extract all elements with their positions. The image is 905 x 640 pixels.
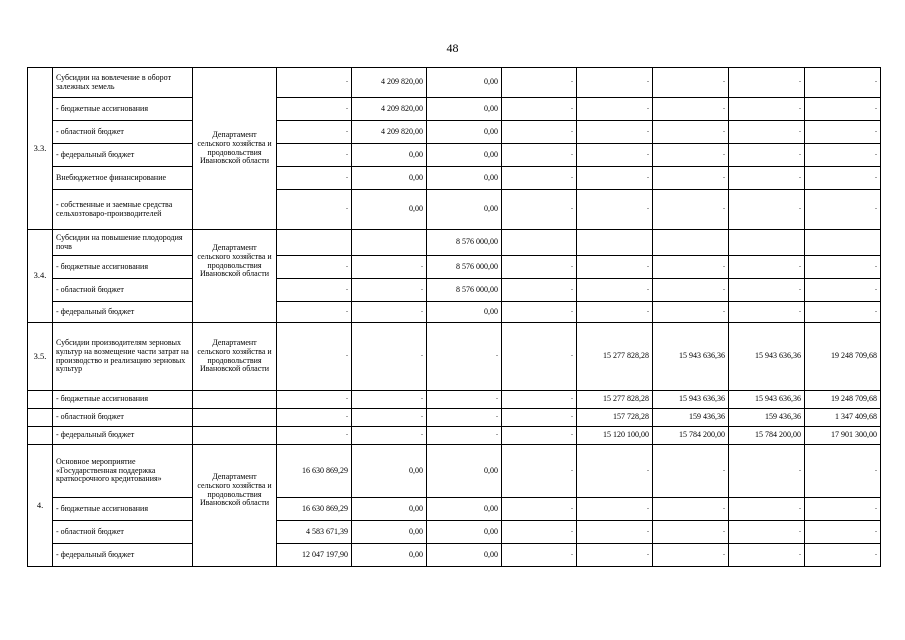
- value-cell: -: [805, 544, 881, 567]
- value-cell: -: [729, 521, 805, 544]
- value-cell: 0,00: [352, 190, 427, 230]
- value-cell: [277, 230, 352, 256]
- value-cell: -: [277, 427, 352, 445]
- value-cell: -: [729, 98, 805, 121]
- value-cell: -: [277, 256, 352, 279]
- department-cell: Департамент сельского хозяйства и продовольствия Ивановской области: [193, 323, 277, 391]
- row-description: - бюджетные ассигнования: [53, 498, 193, 521]
- row-description: - федеральный бюджет: [53, 302, 193, 323]
- value-cell: 0,00: [352, 445, 427, 498]
- value-cell: -: [729, 256, 805, 279]
- value-cell: 15 784 200,00: [653, 427, 729, 445]
- row-description: Основное мероприятие «Государственная поддержка краткосрочного кредитования»: [53, 445, 193, 498]
- table-row: [28, 144, 881, 167]
- value-cell: 0,00: [427, 302, 502, 323]
- value-cell: [729, 230, 805, 256]
- department-cell: Департамент сельского хозяйства и продовольствия Ивановской области: [193, 445, 277, 567]
- row-description: - федеральный бюджет: [53, 427, 193, 445]
- value-cell: -: [352, 302, 427, 323]
- value-cell: -: [577, 302, 653, 323]
- value-cell: -: [502, 279, 577, 302]
- value-cell: 4 583 671,39: [277, 521, 352, 544]
- value-cell: -: [577, 190, 653, 230]
- table-row: [28, 302, 881, 323]
- value-cell: -: [502, 544, 577, 567]
- table-row: [28, 323, 881, 391]
- value-cell: 159 436,36: [729, 409, 805, 427]
- value-cell: -: [805, 121, 881, 144]
- row-description: Внебюджетное финансирование: [53, 167, 193, 190]
- value-cell: -: [805, 498, 881, 521]
- value-cell: -: [277, 302, 352, 323]
- item-number: 3.3.: [28, 68, 53, 230]
- item-number: 3.4.: [28, 230, 53, 323]
- value-cell: -: [502, 121, 577, 144]
- table-row: [28, 68, 881, 98]
- value-cell: 15 120 100,00: [577, 427, 653, 445]
- value-cell: -: [277, 98, 352, 121]
- value-cell: 0,00: [427, 121, 502, 144]
- value-cell: -: [729, 144, 805, 167]
- table-row: [28, 256, 881, 279]
- value-cell: -: [805, 445, 881, 498]
- value-cell: 19 248 709,68: [805, 323, 881, 391]
- table-row: [28, 445, 881, 498]
- value-cell: -: [729, 302, 805, 323]
- row-description: - бюджетные ассигнования: [53, 256, 193, 279]
- value-cell: 8 576 000,00: [427, 256, 502, 279]
- value-cell: -: [805, 279, 881, 302]
- value-cell: -: [577, 256, 653, 279]
- value-cell: -: [502, 323, 577, 391]
- table-row: [28, 498, 881, 521]
- value-cell: 0,00: [352, 144, 427, 167]
- value-cell: -: [653, 544, 729, 567]
- row-description: - областной бюджет: [53, 279, 193, 302]
- department-cell: Департамент сельского хозяйства и продовольствия Ивановской области: [193, 230, 277, 323]
- value-cell: -: [427, 323, 502, 391]
- value-cell: -: [577, 144, 653, 167]
- value-cell: -: [427, 391, 502, 409]
- value-cell: -: [277, 121, 352, 144]
- row-description: Субсидии на вовлечение в оборот залежных земель: [53, 68, 193, 98]
- value-cell: -: [277, 409, 352, 427]
- value-cell: -: [653, 167, 729, 190]
- value-cell: -: [653, 121, 729, 144]
- value-cell: -: [577, 279, 653, 302]
- value-cell: 0,00: [427, 544, 502, 567]
- value-cell: 19 248 709,68: [805, 391, 881, 409]
- value-cell: 0,00: [352, 521, 427, 544]
- value-cell: -: [653, 445, 729, 498]
- value-cell: -: [805, 98, 881, 121]
- value-cell: 1 347 409,68: [805, 409, 881, 427]
- value-cell: -: [653, 190, 729, 230]
- row-description: - областной бюджет: [53, 121, 193, 144]
- value-cell: -: [352, 323, 427, 391]
- value-cell: -: [729, 544, 805, 567]
- value-cell: -: [352, 279, 427, 302]
- value-cell: 15 943 636,36: [729, 391, 805, 409]
- value-cell: [352, 230, 427, 256]
- value-cell: -: [805, 68, 881, 98]
- table-row: [28, 230, 881, 256]
- table-row: [28, 409, 881, 427]
- value-cell: -: [653, 144, 729, 167]
- value-cell: -: [352, 256, 427, 279]
- value-cell: 8 576 000,00: [427, 230, 502, 256]
- value-cell: [577, 230, 653, 256]
- value-cell: -: [805, 190, 881, 230]
- value-cell: 15 277 828,28: [577, 391, 653, 409]
- value-cell: -: [653, 98, 729, 121]
- value-cell: [805, 230, 881, 256]
- value-cell: 16 630 869,29: [277, 445, 352, 498]
- value-cell: -: [352, 427, 427, 445]
- value-cell: -: [427, 409, 502, 427]
- value-cell: 0,00: [352, 167, 427, 190]
- value-cell: [653, 230, 729, 256]
- table-row: [28, 427, 881, 445]
- value-cell: -: [502, 409, 577, 427]
- table-row: [28, 521, 881, 544]
- row-description: - собственные и заемные средства сельхозтоваро-производителей: [53, 190, 193, 230]
- table-row: [28, 167, 881, 190]
- value-cell: 0,00: [427, 498, 502, 521]
- value-cell: -: [502, 68, 577, 98]
- value-cell: -: [277, 190, 352, 230]
- row-description: - бюджетные ассигнования: [53, 98, 193, 121]
- value-cell: -: [577, 544, 653, 567]
- row-description: Субсидии на повышение плодородия почв: [53, 230, 193, 256]
- value-cell: -: [502, 521, 577, 544]
- value-cell: -: [277, 391, 352, 409]
- page-number: 48: [446, 41, 459, 55]
- table-row: [28, 279, 881, 302]
- value-cell: -: [502, 167, 577, 190]
- value-cell: -: [577, 121, 653, 144]
- value-cell: -: [502, 190, 577, 230]
- item-number: 4.: [28, 445, 53, 567]
- value-cell: 0,00: [352, 544, 427, 567]
- value-cell: -: [277, 144, 352, 167]
- value-cell: -: [577, 498, 653, 521]
- value-cell: 4 209 820,00: [352, 98, 427, 121]
- value-cell: -: [502, 427, 577, 445]
- table-row: [28, 98, 881, 121]
- value-cell: 15 943 636,36: [653, 323, 729, 391]
- value-cell: -: [502, 302, 577, 323]
- value-cell: -: [805, 521, 881, 544]
- value-cell: -: [805, 144, 881, 167]
- value-cell: -: [729, 190, 805, 230]
- value-cell: 15 277 828,28: [577, 323, 653, 391]
- value-cell: -: [277, 279, 352, 302]
- value-cell: 159 436,36: [653, 409, 729, 427]
- value-cell: -: [729, 279, 805, 302]
- value-cell: -: [577, 445, 653, 498]
- value-cell: 0,00: [352, 498, 427, 521]
- value-cell: -: [729, 121, 805, 144]
- item-number: 3.5.: [28, 323, 53, 391]
- value-cell: -: [729, 445, 805, 498]
- value-cell: -: [502, 498, 577, 521]
- row-description: - федеральный бюджет: [53, 544, 193, 567]
- table-row: [28, 190, 881, 230]
- value-cell: -: [577, 68, 653, 98]
- value-cell: -: [502, 445, 577, 498]
- value-cell: -: [277, 68, 352, 98]
- value-cell: -: [729, 498, 805, 521]
- value-cell: -: [502, 98, 577, 121]
- value-cell: -: [577, 521, 653, 544]
- value-cell: -: [805, 256, 881, 279]
- value-cell: -: [653, 256, 729, 279]
- row-description: - областной бюджет: [53, 409, 193, 427]
- value-cell: -: [502, 391, 577, 409]
- value-cell: 12 047 197,90: [277, 544, 352, 567]
- value-cell: 4 209 820,00: [352, 68, 427, 98]
- value-cell: -: [653, 521, 729, 544]
- row-description: - бюджетные ассигнования: [53, 391, 193, 409]
- value-cell: -: [502, 256, 577, 279]
- table-row: [28, 121, 881, 144]
- value-cell: 17 901 300,00: [805, 427, 881, 445]
- table-row: [28, 544, 881, 567]
- value-cell: -: [653, 302, 729, 323]
- row-description: Субсидии производителям зерновых культур на возмещение части затрат на производство и реализацию зерновых культур: [53, 323, 193, 391]
- value-cell: 15 784 200,00: [729, 427, 805, 445]
- table-row: [28, 391, 881, 409]
- row-description: - областной бюджет: [53, 521, 193, 544]
- budget-table: [27, 67, 881, 567]
- value-cell: -: [577, 167, 653, 190]
- value-cell: 0,00: [427, 521, 502, 544]
- value-cell: 0,00: [427, 98, 502, 121]
- value-cell: 157 728,28: [577, 409, 653, 427]
- value-cell: 15 943 636,36: [729, 323, 805, 391]
- value-cell: 4 209 820,00: [352, 121, 427, 144]
- row-description: - федеральный бюджет: [53, 144, 193, 167]
- value-cell: 0,00: [427, 190, 502, 230]
- value-cell: 0,00: [427, 445, 502, 498]
- value-cell: -: [277, 167, 352, 190]
- value-cell: -: [577, 98, 653, 121]
- value-cell: 0,00: [427, 144, 502, 167]
- value-cell: -: [653, 498, 729, 521]
- value-cell: -: [502, 144, 577, 167]
- value-cell: -: [653, 279, 729, 302]
- value-cell: -: [729, 68, 805, 98]
- value-cell: 8 576 000,00: [427, 279, 502, 302]
- value-cell: -: [352, 409, 427, 427]
- value-cell: 15 943 636,36: [653, 391, 729, 409]
- value-cell: -: [653, 68, 729, 98]
- value-cell: -: [729, 167, 805, 190]
- value-cell: 16 630 869,29: [277, 498, 352, 521]
- value-cell: [502, 230, 577, 256]
- value-cell: -: [805, 167, 881, 190]
- value-cell: -: [352, 391, 427, 409]
- value-cell: 0,00: [427, 167, 502, 190]
- department-cell: Департамент сельского хозяйства и продовольствия Ивановской области: [193, 68, 277, 230]
- value-cell: 0,00: [427, 68, 502, 98]
- value-cell: -: [277, 323, 352, 391]
- value-cell: -: [805, 302, 881, 323]
- value-cell: -: [427, 427, 502, 445]
